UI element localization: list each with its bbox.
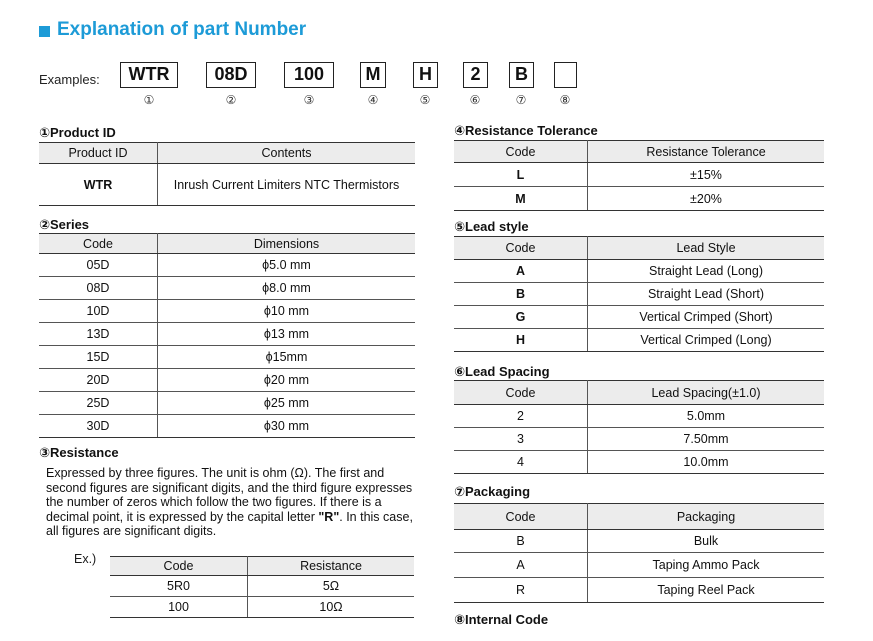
lead-style-heading: ⑤Lead style [454,219,529,234]
table-cell: A [454,260,588,283]
table-row [110,597,414,618]
table-cell: 3 [454,428,588,451]
page-title: Explanation of part Number [57,19,307,40]
product-id-heading: ①Product ID [39,125,116,140]
resistance-description-text: Expressed by three figures. The unit is ohm (Ω). The first and second figures are significant digits, and the third figure expresses the number of zeros which follow the two figures. If there is a decimal point, it is expressed by the capital letter [46,466,413,524]
table-cell: R [454,578,588,603]
table-row [39,254,415,277]
table-row [454,260,824,283]
table-cell: B [454,530,588,553]
pn-index: ④ [367,93,379,107]
table-row [454,405,824,428]
table-row [110,576,414,597]
table-cell: 2 [454,405,588,428]
table-row [39,277,415,300]
product-id-table [39,142,415,206]
table-cell: Taping Reel Pack [588,578,825,603]
series-heading: ②Series [39,217,90,232]
series-table [39,233,415,438]
table-row [39,369,415,392]
pn-box-product-id: WTR [120,62,178,88]
table-row [454,530,824,553]
table-row [454,306,824,329]
pn-box-internal-code [554,62,577,88]
pn-box-tolerance: M [360,62,386,88]
table-cell: Vertical Crimped (Short) [588,306,825,329]
table-cell: 08D [39,277,158,300]
table-cell: L [454,163,588,187]
table-header: Code [454,237,588,260]
table-cell: 5R0 [110,576,248,597]
table-row [454,553,824,578]
table-header: Resistance Tolerance [588,141,825,163]
lead-spacing-heading: ⑥Lead Spacing [454,364,550,379]
resistance-description-r: "R" [318,509,340,524]
table-cell: 7.50mm [588,428,825,451]
table-cell: 25D [39,392,158,415]
table-cell: Vertical Crimped (Long) [588,329,825,352]
table-cell: H [454,329,588,352]
table-header: Lead Spacing(±1.0) [588,381,825,405]
table-row [454,451,824,474]
pn-box-lead-spacing: 2 [463,62,488,88]
pn-index: ① [143,93,155,107]
table-cell: 20D [39,369,158,392]
table-cell: M [454,187,588,211]
resistance-description [46,466,416,539]
table-row [39,300,415,323]
pn-box-series: 08D [206,62,256,88]
table-cell: ϕ8.0 mm [158,277,416,300]
table-row [39,415,415,438]
table-cell: ϕ20 mm [158,369,416,392]
table-cell: Straight Lead (Long) [588,260,825,283]
table-cell: ϕ10 mm [158,300,416,323]
table-header: Contents [158,143,416,164]
packaging-table [454,503,824,603]
table-row [454,578,824,603]
table-header: Code [454,141,588,163]
table-cell: 30D [39,415,158,438]
table-cell: WTR [39,164,158,206]
table-row [454,283,824,306]
tolerance-table [454,140,824,211]
tolerance-heading: ④Resistance Tolerance [454,123,598,138]
table-header: Code [454,381,588,405]
examples-label: Examples: [39,72,100,87]
table-cell: 4 [454,451,588,474]
lead-style-table [454,236,824,352]
table-cell: 5Ω [248,576,415,597]
pn-index: ⑤ [419,93,431,107]
packaging-heading: ⑦Packaging [454,484,531,499]
table-row [39,346,415,369]
table-row [454,428,824,451]
table-cell: ϕ5.0 mm [158,254,416,277]
table-header: Code [110,557,248,576]
table-header: Packaging [588,504,825,530]
table-cell: ±20% [588,187,825,211]
table-cell: Taping Ammo Pack [588,553,825,578]
table-cell: 10Ω [248,597,415,618]
table-row [454,187,824,211]
table-cell: G [454,306,588,329]
pn-box-packaging: B [509,62,534,88]
lead-spacing-table [454,380,824,474]
table-cell: 13D [39,323,158,346]
table-cell: A [454,553,588,578]
table-header: Code [39,234,158,254]
table-cell: Inrush Current Limiters NTC Thermistors [158,164,416,206]
table-header: Dimensions [158,234,416,254]
pn-index: ② [225,93,237,107]
internal-code-heading: ⑧Internal Code [454,612,549,627]
pn-index: ⑧ [559,93,571,107]
ex-label: Ex.) [74,552,97,566]
table-cell: ϕ13 mm [158,323,416,346]
table-cell: 10.0mm [588,451,825,474]
table-header: Lead Style [588,237,825,260]
table-header: Product ID [39,143,158,164]
table-cell: 100 [110,597,248,618]
title-square-icon [39,26,50,37]
table-row [39,323,415,346]
table-cell: ϕ30 mm [158,415,416,438]
pn-box-resistance: 100 [284,62,334,88]
table-cell: 15D [39,346,158,369]
resistance-description-text-2: . In this case, all figures are significant digits. [46,509,413,539]
table-row [454,329,824,352]
table-header: Resistance [248,557,415,576]
table-cell: ϕ25 mm [158,392,416,415]
resistance-heading: ③Resistance [39,445,119,460]
table-header: Code [454,504,588,530]
pn-index: ③ [303,93,315,107]
pn-box-lead-style: H [413,62,438,88]
table-cell: Bulk [588,530,825,553]
table-cell: B [454,283,588,306]
table-cell: 10D [39,300,158,323]
table-cell: 05D [39,254,158,277]
resistance-table [110,556,414,618]
table-cell: ϕ15mm [158,346,416,369]
table-cell: ±15% [588,163,825,187]
pn-index: ⑥ [469,93,481,107]
pn-index: ⑦ [515,93,527,107]
table-cell: Straight Lead (Short) [588,283,825,306]
table-row [454,163,824,187]
table-row [39,392,415,415]
table-cell: 5.0mm [588,405,825,428]
table-row [39,164,415,206]
